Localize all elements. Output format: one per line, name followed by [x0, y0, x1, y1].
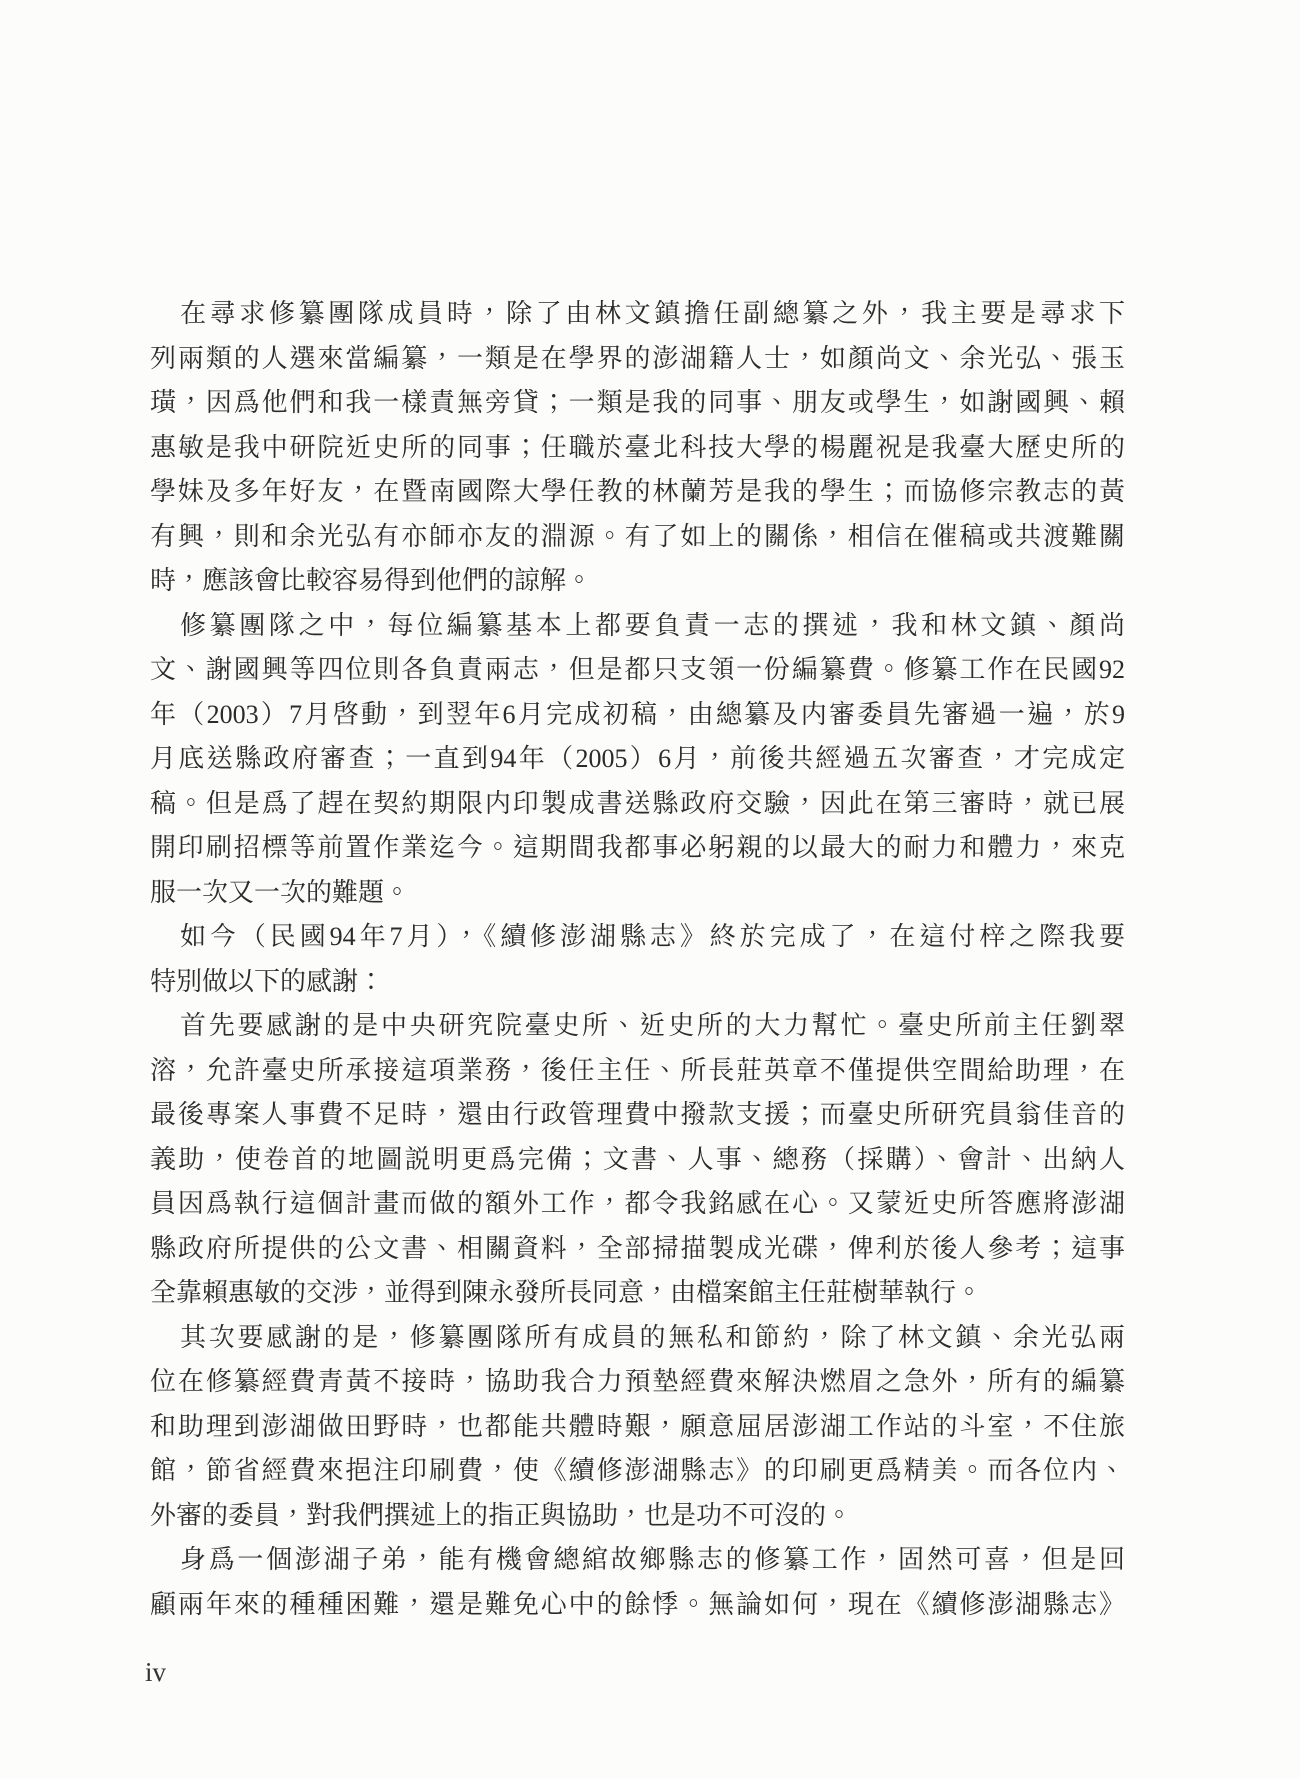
text-line: 開印刷招標等前置作業迄今。這期間我都事必躬親的以最大的耐力和體力，來克	[150, 833, 1125, 862]
page-number: iv	[145, 1657, 167, 1687]
text-line: 惠敏是我中研院近史所的同事；任職於臺北科技大學的楊麗祝是我臺大歷史所的	[150, 432, 1125, 462]
text-line: 縣政府所提供的公文書、相關資料，全部掃描製成光碟，俾利於後人參考；這事	[150, 1233, 1125, 1263]
text-line: 特別做以下的感謝：	[150, 966, 385, 996]
text-line: 義助，使卷首的地圖説明更爲完備；文書、人事、總務（採購）、會計、出納人	[150, 1144, 1125, 1174]
text-line: 外審的委員，對我們撰述上的指正與協助，也是功不可沒的。	[150, 1500, 853, 1530]
page-text	[150, 292, 1125, 1627]
text-line: 修纂團隊之中，每位編纂基本上都要負責一志的撰述，我和林文鎮、顏尚	[180, 610, 1125, 640]
text-line: 館，節省經費來挹注印刷費，使《續修澎湖縣志》的印刷更爲精美。而各位内、	[150, 1456, 1125, 1485]
text-line: 稿。但是爲了趕在契約期限内印製成書送縣政府交驗，因此在第三審時，就已展	[150, 788, 1125, 818]
text-line: 顧兩年來的種種困難，還是難免心中的餘悸。無論如何，現在《續修澎湖縣志》	[150, 1589, 1125, 1619]
text-line: 月底送縣政府審查；一直到94年（2005）6月，前後共經過五次審查，才完成定	[150, 744, 1125, 773]
text-line: 璜，因爲他們和我一樣責無旁貸；一類是我的同事、朋友或學生，如謝國興、賴	[150, 388, 1125, 417]
text-line: 學妹及多年好友，在暨南國際大學任教的林蘭芳是我的學生；而協修宗教志的黃	[150, 477, 1125, 506]
text-line: 全靠賴惠敏的交涉，並得到陳永發所長同意，由檔案館主任莊樹華執行。	[150, 1278, 983, 1307]
text-line: 其次要感謝的是，修纂團隊所有成員的無私和節約，除了林文鎮、余光弘兩	[180, 1322, 1125, 1352]
text-line: 溶，允許臺史所承接這項業務，後任主任、所長莊英章不僅提供空間給助理，在	[150, 1055, 1125, 1085]
text-line: 位在修纂經費青黃不接時，協助我合力預墊經費來解決燃眉之急外，所有的編纂	[150, 1367, 1125, 1396]
text-line: 有興，則和余光弘有亦師亦友的淵源。有了如上的關係，相信在催稿或共渡難關	[150, 521, 1125, 551]
text-line: 最後專案人事費不足時，還由行政管理費中撥款支援；而臺史所研究員翁佳音的	[150, 1100, 1125, 1129]
text-line: 首先要感謝的是中央研究院臺史所、近史所的大力幫忙。臺史所前主任劉翠	[180, 1011, 1125, 1040]
text-line: 時，應該會比較容易得到他們的諒解。	[150, 566, 593, 595]
text-line: 和助理到澎湖做田野時，也都能共體時艱，願意屈居澎湖工作站的斗室，不住旅	[150, 1411, 1125, 1441]
text-line: 服一次又一次的難題。	[150, 877, 411, 907]
text-line: 在尋求修纂團隊成員時，除了由林文鎮擔任副總纂之外，我主要是尋求下	[180, 299, 1125, 328]
text-line: 員因爲執行這個計畫而做的額外工作，都令我銘感在心。又蒙近史所答應將澎湖	[150, 1189, 1125, 1218]
text-line: 列兩類的人選來當編纂，一類是在學界的澎湖籍人士，如顏尚文、余光弘、張玉	[150, 343, 1125, 373]
text-line: 身爲一個澎湖子弟，能有機會總綰故鄉縣志的修纂工作，固然可喜，但是回	[180, 1545, 1125, 1574]
text-line: 如今（民國94年7月），《續修澎湖縣志》終於完成了，在這付梓之際我要	[180, 922, 1125, 951]
text-line: 年（2003）7月啓動，到翌年6月完成初稿，由總纂及内審委員先審過一遍，於9	[150, 699, 1125, 729]
text-line: 文、謝國興等四位則各負責兩志，但是都只支領一份編纂費。修纂工作在民國92	[150, 655, 1125, 684]
